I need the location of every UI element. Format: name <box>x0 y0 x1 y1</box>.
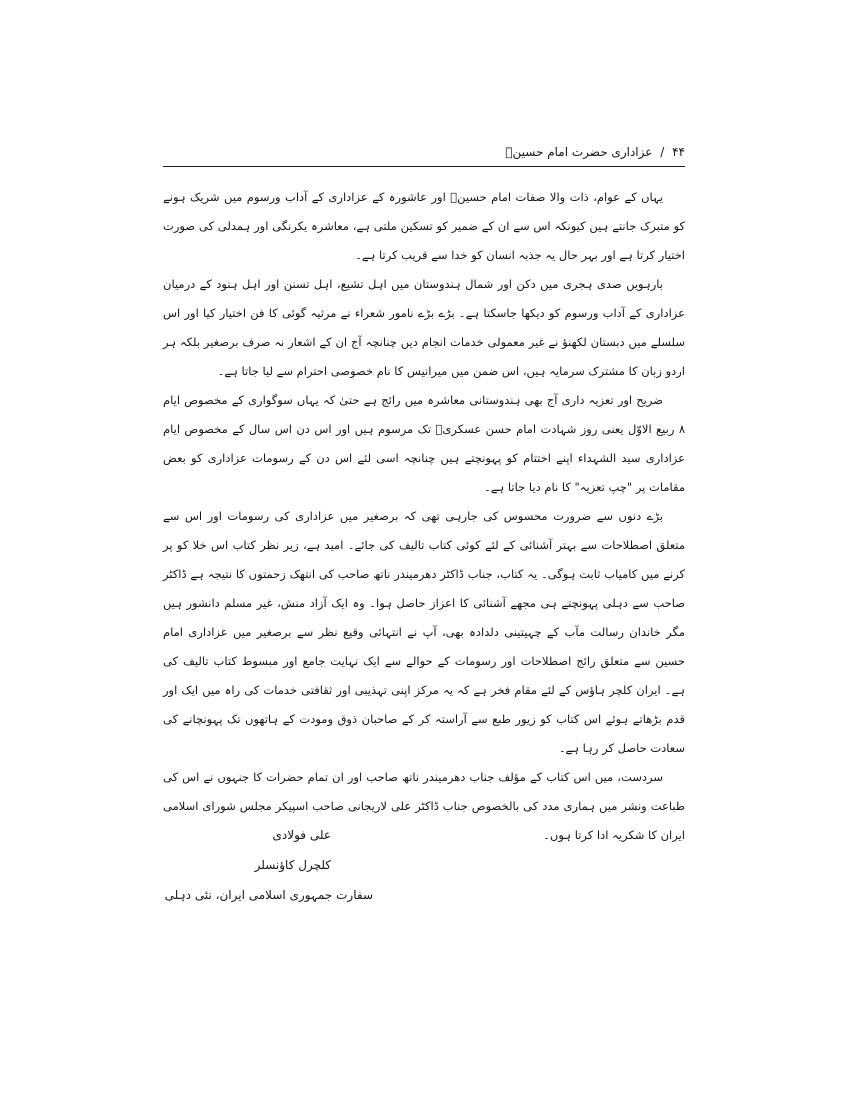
paragraph: ضریح اور تعزیہ داری آج بھی ہندوستانی معاشرہ میں رائج ہے حتیٰ کہ یہاں سوگواری کے مخصوص ایام ۸ ربیع الاوّل یعنی روز شہادت امام حسن عسکریؑ تک مرسوم ہیں اور اس دن اس سال کے مخصوص ایام عزاداری سید الشہداء اپنے اختتام کو پہونچتے ہیں چنانچہ اسی لئے اس دن کے رسومات عزاداری کو بعض مقامات پر "چپ تعزیہ" کا نام دیا جاتا ہے۔ <box>163 393 685 494</box>
paragraph: سردست، میں اس کتاب کے مؤلف جناب دھرمیندر ناتھ صاحب اور ان تمام حضرات کا جنہوں نے اس کی طباعت ونشر میں ہماری مدد کی بالخصوص جناب ڈاکٹر علی لاریجانی صاحب اسپیکر مجلس شورای اسلامی ایران کا شکریہ ادا کرتا ہوں۔ <box>163 770 685 842</box>
body-text <box>163 183 685 850</box>
paragraph: بڑے دنوں سے ضرورت محسوس کی جارہی تھی کہ برصغیر میں عزاداری کی رسومات اور اس سے متعلق اصطلاحات سے بہتر آشنائی کے لئے کوئی کتاب تالیف کی جائے۔ امید ہے، زیر نظر کتاب اس خلا کو پر کرنے میں کامیاب ثابت ہوگی۔ یہ کتاب، جناب ڈاکٹر دھرمیندر ناتھ صاحب کی انتھک زحمتوں کا نتیجہ ہے ڈاکٹر صاحب سے دہلی پہونچتے ہی مجھے آشنائی کا اعزاز حاصل ہوا۔ وہ ایک آزاد منش، غیر مسلم دانشور ہیں مگر خاندان رسالت مآب کے چہیتینی دلدادہ بھی، آپ نے انتہائی وقیع نظر سے برصغیر میں عزاداری امام حسین سے متعلق رائج اصطلاحات اور رسومات کے حوالے سے ایک نہایت جامع اور مبسوط کتاب تالیف کی ہے۔ ایران کلچر ہاؤس کے لئے مقام فخر ہے کہ یہ مرکز اپنی تہذیبی اور ثقافتی خدمات کی راہ میں ایک اور قدم بڑھاتے ہوئے اس کتاب کو زیور طبع سے آراستہ کر کے صاحبان ذوق ومودت کے ہاتھوں تک پہونچانے کی سعادت حاصل کر رہا ہے۔ <box>163 509 685 755</box>
running-header <box>163 141 685 163</box>
header-separator: / <box>660 145 665 159</box>
signature-block <box>163 820 685 910</box>
paragraph: یہاں کے عوام، ذات والا صفات امام حسینؑ اور عاشورہ کے عزاداری کے آداب ورسوم میں شریک ہونے کو متبرک جانتے ہیں کیونکہ اس سے ان کے ضمیر کو تسکین ملتی ہے، معاشرہ یکرنگی اور ہمدلی کی صورت اختیار کرتا ہے اور بہر حال یہ جذبہ انسان کو خدا سے قریب کرتا ہے۔ <box>163 190 685 262</box>
signatory-name: علی فولادی <box>272 828 331 842</box>
paragraph: بارہویں صدی ہجری میں دکن اور شمال ہندوستان میں اہل تشیع، اہل تسنن اور اہل ہنود کے درمیان عزاداری کے آداب ورسوم کو دیکھا جاسکتا ہے۔ بڑے بڑے نامور شعراء نے مرثیہ گوئی کا فن اختیار کیا اور اس سلسلے میں دبستان لکھنؤ نے غیر معمولی خدمات انجام دیں چنانچہ آج ان کے اشعار نہ صرف برصغیر بلکہ ہر اردو زبان کا مشترک سرمایہ ہیں، اس ضمن میں میرانیس کا نام خصوصی احترام سے لیا جاتا ہے۔ <box>163 277 685 378</box>
header-rule <box>163 166 685 167</box>
book-title: عزاداری حضرت امام حسینؑ <box>505 145 653 159</box>
page-number: ۴۴ <box>672 145 685 159</box>
signatory-title: کلچرل کاؤنسلر <box>254 858 331 872</box>
signatory-organization: سفارت جمہوری اسلامی ایران، نئی دہلی <box>164 888 373 902</box>
